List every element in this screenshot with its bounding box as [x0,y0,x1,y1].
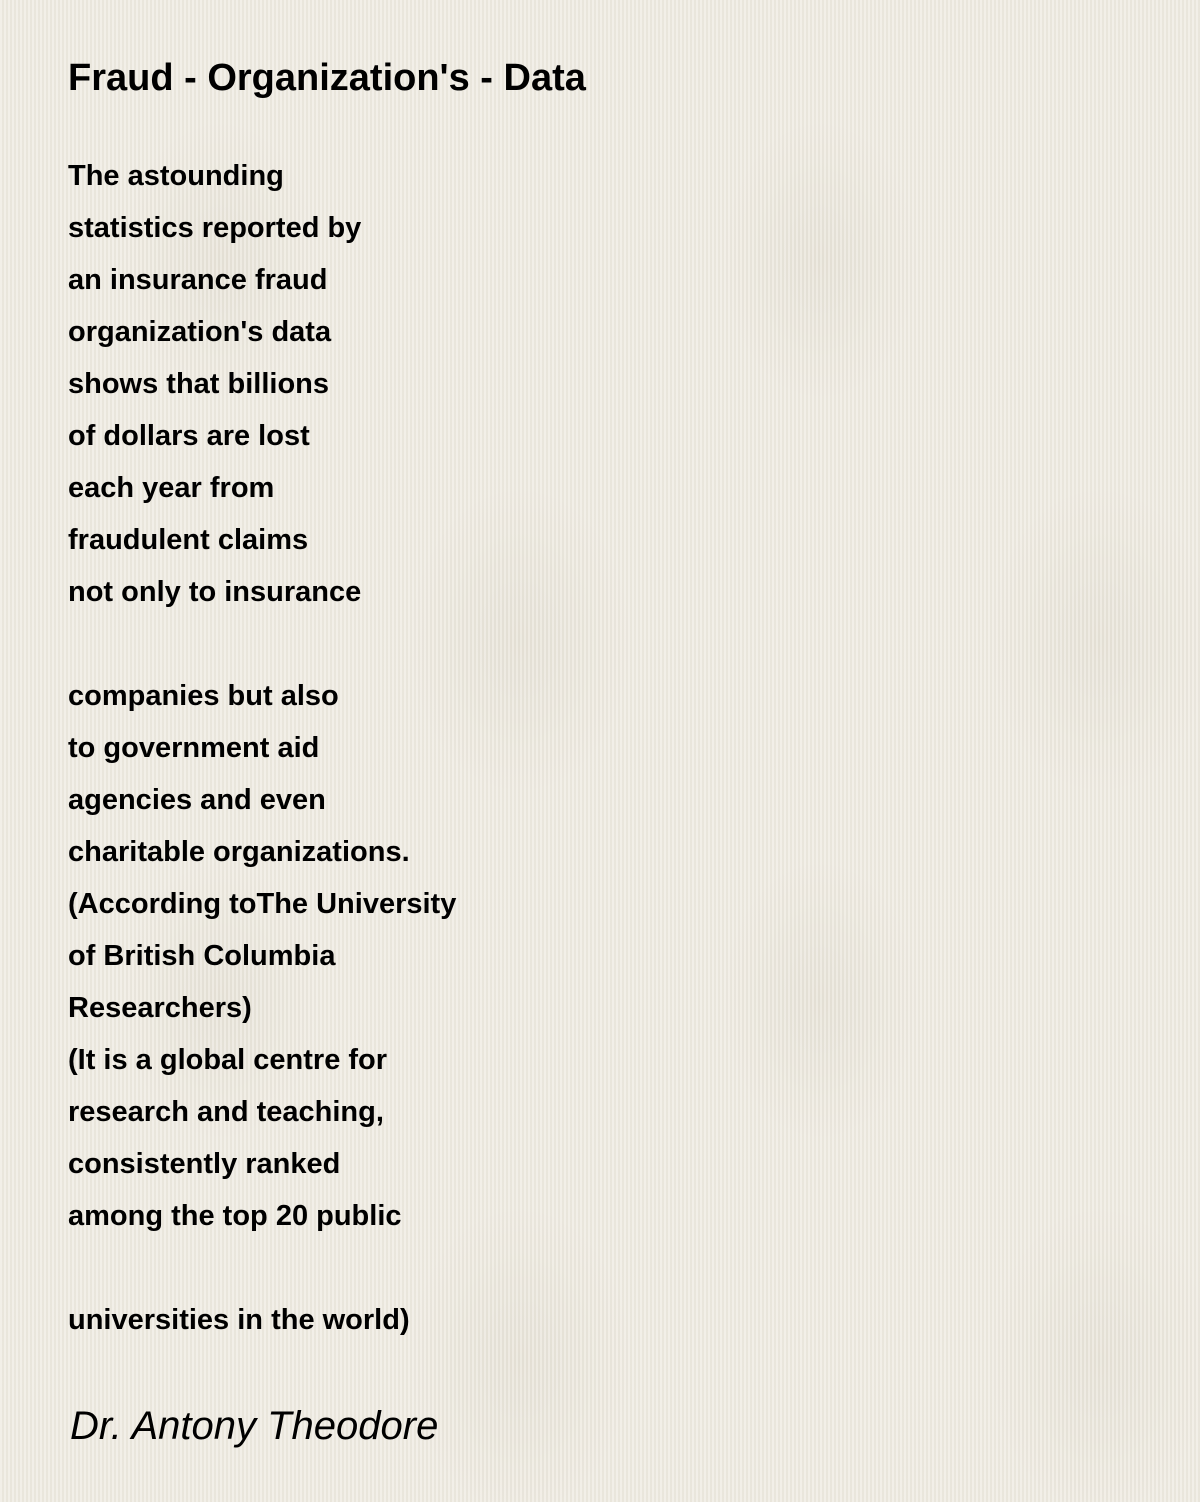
poem-line: The astounding [68,160,284,192]
poem-line: consistently ranked [68,1148,341,1180]
poem-line: of dollars are lost [68,420,310,452]
poem-body [68,150,456,1346]
poem-line: (It is a global centre for [68,1044,388,1076]
stanza-break [68,618,456,670]
poem-line: to government aid [68,732,320,764]
poem-line: an insurance fraud [68,264,328,296]
poem-line: of British Columbia [68,940,336,972]
poem-line: agencies and even [68,784,326,816]
poem-line: (According toThe University [68,888,457,920]
poem-line: universities in the world) [68,1304,410,1336]
stanza-break [68,1242,456,1294]
poem-line: among the top 20 public [68,1200,402,1232]
poem-line: companies but also [68,680,339,712]
poem-line: Researchers) [68,992,252,1024]
poem-author: Dr. Antony Theodore [70,1404,439,1448]
poem-line: organization's data [68,316,332,348]
poem-line: research and teaching, [68,1096,384,1128]
poem-line: fraudulent claims [68,524,309,556]
poem-line: each year from [68,472,275,504]
poem-line: charitable organizations. [68,836,410,868]
poem-line: shows that billions [68,368,330,400]
poem-title: Fraud - Organization's - Data [68,57,586,99]
poem-line: statistics reported by [68,212,362,244]
poem-line: not only to insurance [68,576,362,608]
